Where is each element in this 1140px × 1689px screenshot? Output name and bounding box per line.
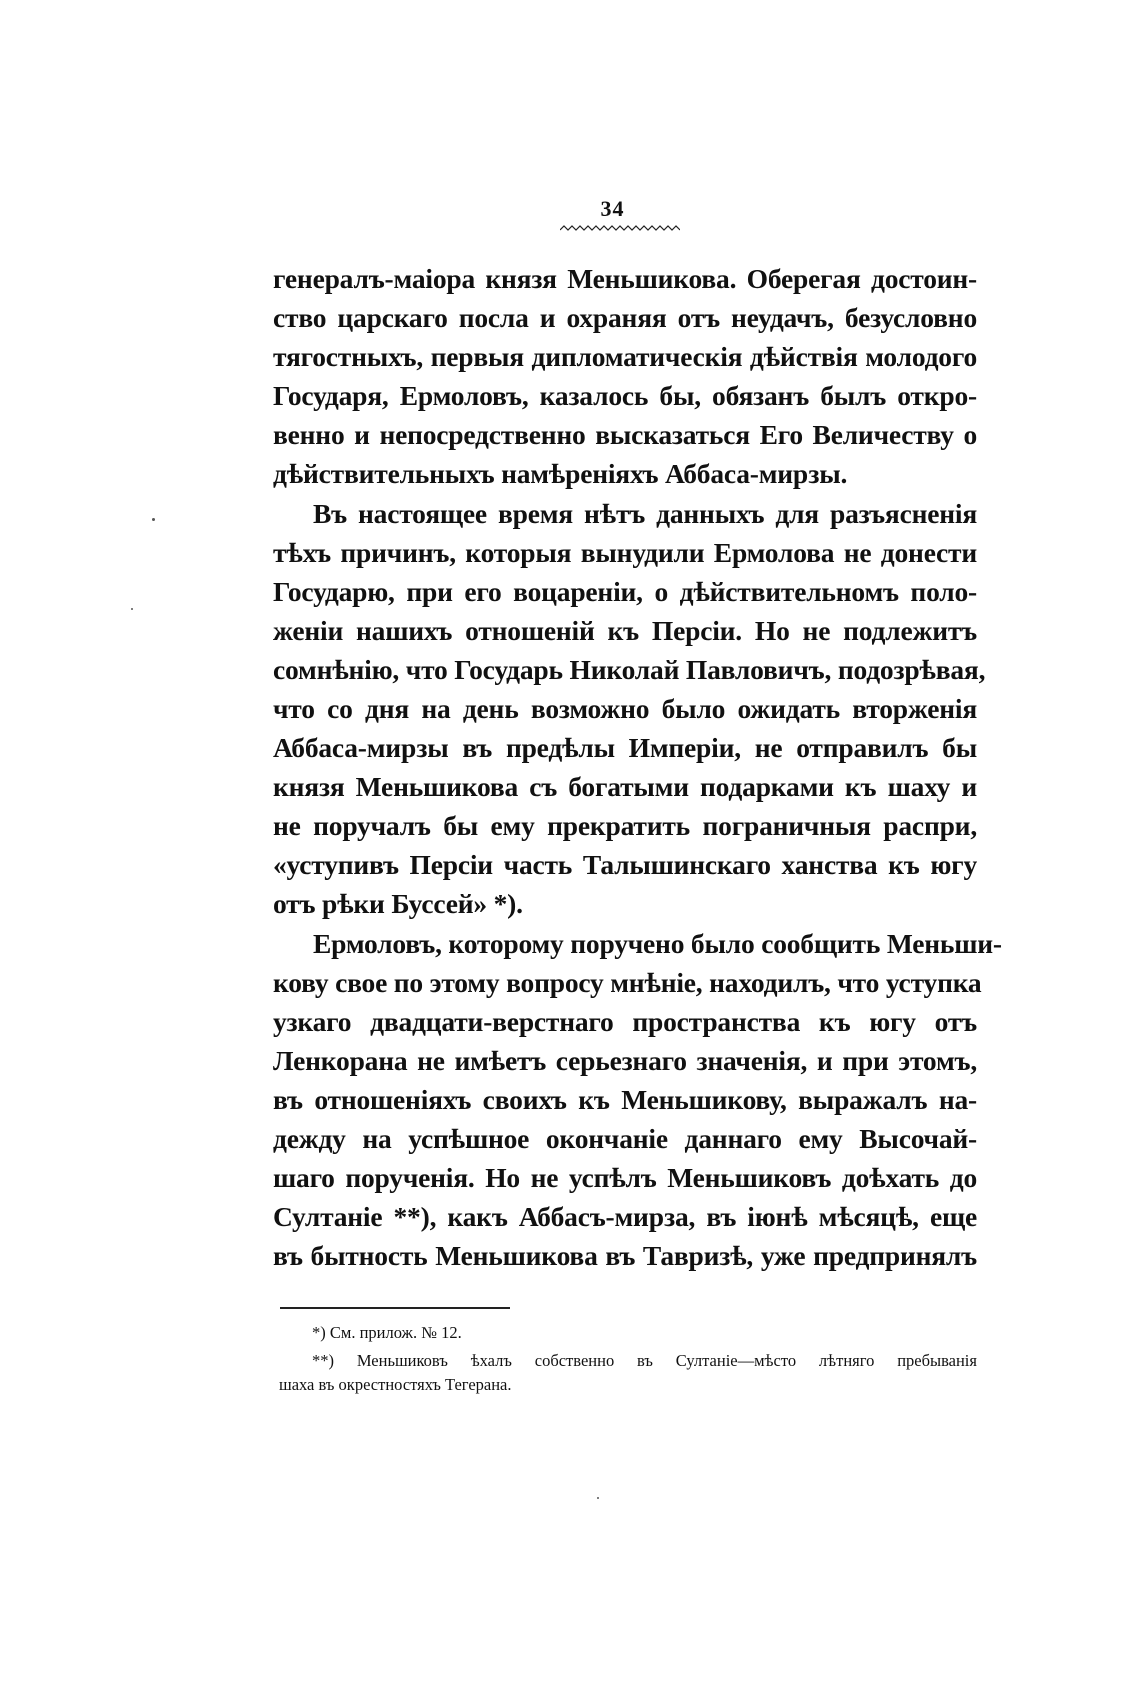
scan-speck <box>131 608 133 610</box>
body-line: что со дня на день возможно было ожидать вторженія <box>273 693 977 724</box>
page-number-ornament <box>560 224 680 232</box>
body-line: въ бытность Меньшикова въ Тавризѣ, уже предпринялъ <box>273 1240 977 1271</box>
body-line: «уступивъ Персіи часть Талышинскаго ханства къ югу <box>273 849 977 880</box>
body-line: Государя, Ермоловъ, казалось бы, обязанъ былъ откро- <box>273 380 977 411</box>
footnote-2-continuation: шаха въ окрестностяхъ Тегерана. <box>279 1375 512 1394</box>
body-line: Аббаса-мирзы въ предѣлы Имперіи, не отправилъ бы <box>273 732 977 763</box>
page-number: 34 <box>600 196 625 221</box>
body-line: не поручалъ бы ему прекратить пограничныя распри, <box>273 810 977 841</box>
body-line: Въ настоящее время нѣтъ данныхъ для разъясненія <box>313 498 977 529</box>
footnote-1: *) См. прилож. № 12. <box>312 1323 462 1342</box>
body-line: венно и непосредственно высказаться Его Величеству о <box>273 419 977 450</box>
body-line: шаго порученія. Но не успѣлъ Меньшиковъ доѣхать до <box>273 1162 977 1193</box>
body-line: дежду на успѣшное окончаніе даннаго ему Высочай- <box>273 1123 977 1154</box>
body-line: дѣйствительныхъ намѣреніяхъ Аббаса-мирзы. <box>273 458 848 489</box>
scan-speck <box>597 1497 599 1499</box>
body-line: тягостныхъ, первыя дипломатическія дѣйствія молодого <box>273 341 977 372</box>
body-line: Государю, при его воцареніи, о дѣйствительномъ поло- <box>273 576 977 607</box>
body-line: Султаніе **), какъ Аббасъ-мирза, въ іюнѣ мѣсяцѣ, еще <box>273 1201 977 1232</box>
body-line: женіи нашихъ отношеній къ Персіи. Но не подлежитъ <box>273 615 977 646</box>
body-line: генералъ-маіора князя Меньшикова. Оберегая достоин- <box>273 263 977 294</box>
body-line: узкаго двадцати-верстнаго пространства къ югу отъ <box>273 1006 977 1037</box>
footnote-2: **) Меньшиковъ ѣхалъ собственно въ Султаніе—мѣсто лѣтняго пребыванія <box>312 1351 977 1370</box>
body-line: сомнѣнію, что Государь Николай Павловичъ, подозрѣвая, <box>273 654 986 685</box>
scan-speck <box>152 518 155 521</box>
body-line: въ отношеніяхъ своихъ къ Меньшикову, выражалъ на- <box>273 1084 977 1115</box>
footnote-divider <box>280 1307 510 1309</box>
body-line: тѣхъ причинъ, которыя вынудили Ермолова не донести <box>273 537 977 568</box>
body-line: кову свое по этому вопросу мнѣніе, находилъ, что уступка <box>273 967 982 998</box>
body-line: Ермоловъ, которому поручено было сообщить Меньши- <box>313 928 1002 959</box>
body-line: князя Меньшикова съ богатыми подарками къ шаху и <box>273 771 977 802</box>
body-line: Ленкорана не имѣетъ серьезнаго значенія, и при этомъ, <box>273 1045 977 1076</box>
body-line: ство царскаго посла и охраняя отъ неудачъ, безусловно <box>273 302 977 333</box>
body-line: отъ рѣки Буссей» *). <box>273 888 523 919</box>
